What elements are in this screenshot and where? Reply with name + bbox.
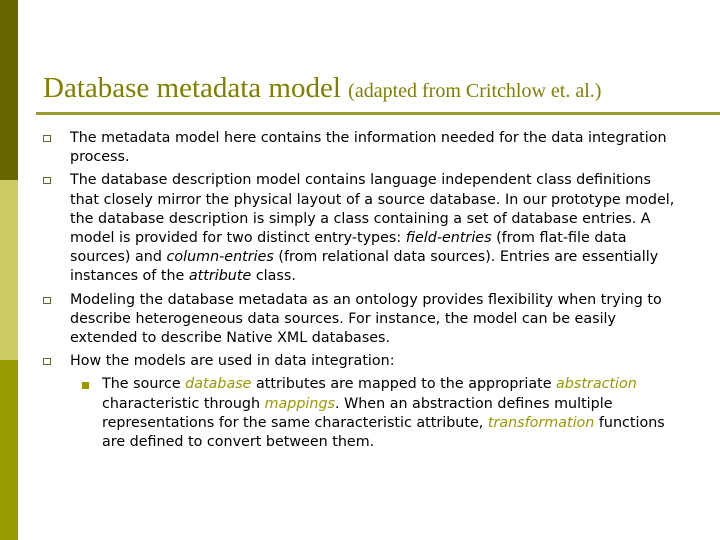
square-bullet-icon bbox=[43, 135, 51, 142]
sub-bullet-item bbox=[40, 375, 680, 452]
square-bullet-icon bbox=[43, 358, 51, 365]
slide-title bbox=[43, 72, 601, 105]
emphasis-mappings: mappings bbox=[264, 395, 335, 412]
bullet-text: The metadata model here contains the information needed for the data integration process. bbox=[70, 130, 667, 166]
bullet-item bbox=[40, 171, 680, 286]
side-bar-light bbox=[0, 180, 18, 360]
bullet-item bbox=[40, 129, 680, 167]
square-bullet-icon bbox=[43, 177, 51, 184]
emphasis-database: database bbox=[185, 376, 252, 393]
bullet-text: (from relational data sources). Entries are essentially instances of the bbox=[70, 249, 659, 285]
bullet-text: (from flat-file data sources) and bbox=[70, 230, 627, 266]
bullet-text: functions are defined to convert between them. bbox=[102, 414, 665, 451]
emphasis-column-entries: column-entries bbox=[166, 249, 274, 266]
emphasis-attribute: attribute bbox=[188, 268, 252, 285]
filled-square-bullet-icon bbox=[82, 382, 89, 389]
bullet-text: Modeling the database metadata as an ontology provides flexibility when trying to describe heterogeneous data sources. For instance, the model can be easily extended to describe Native XML databases. bbox=[70, 291, 662, 347]
title-main: Database metadata model bbox=[43, 72, 341, 104]
bullet-text: characteristic through bbox=[102, 395, 265, 412]
bullet-text: class. bbox=[251, 268, 296, 285]
emphasis-field-entries: field-entries bbox=[405, 230, 492, 247]
emphasis-transformation: transformation bbox=[487, 414, 595, 431]
emphasis-abstraction: abstraction bbox=[556, 376, 637, 393]
slide-body bbox=[40, 129, 680, 452]
side-bar-olive bbox=[0, 360, 18, 540]
bullet-item bbox=[40, 352, 680, 371]
bullet-text: The database description model contains language independent class definitions that closely mirror the physical layout of a source database. In our prototype model, the database description is simply a class containing a set of database entries. A model is provided for two distinct entry-types: bbox=[70, 172, 675, 247]
title-subtitle: (adapted from Critchlow et. al.) bbox=[348, 80, 602, 102]
bullet-item bbox=[40, 291, 680, 349]
bullet-text: The source bbox=[102, 376, 186, 393]
square-bullet-icon bbox=[43, 297, 51, 304]
bullet-text: How the models are used in data integration: bbox=[70, 353, 395, 370]
title-rule bbox=[36, 112, 720, 115]
bullet-text: attributes are mapped to the appropriate bbox=[251, 376, 557, 393]
bullet-text: . When an abstraction defines multiple representations for the same characteristic attribute, bbox=[102, 395, 613, 431]
side-bar-dark bbox=[0, 0, 18, 180]
